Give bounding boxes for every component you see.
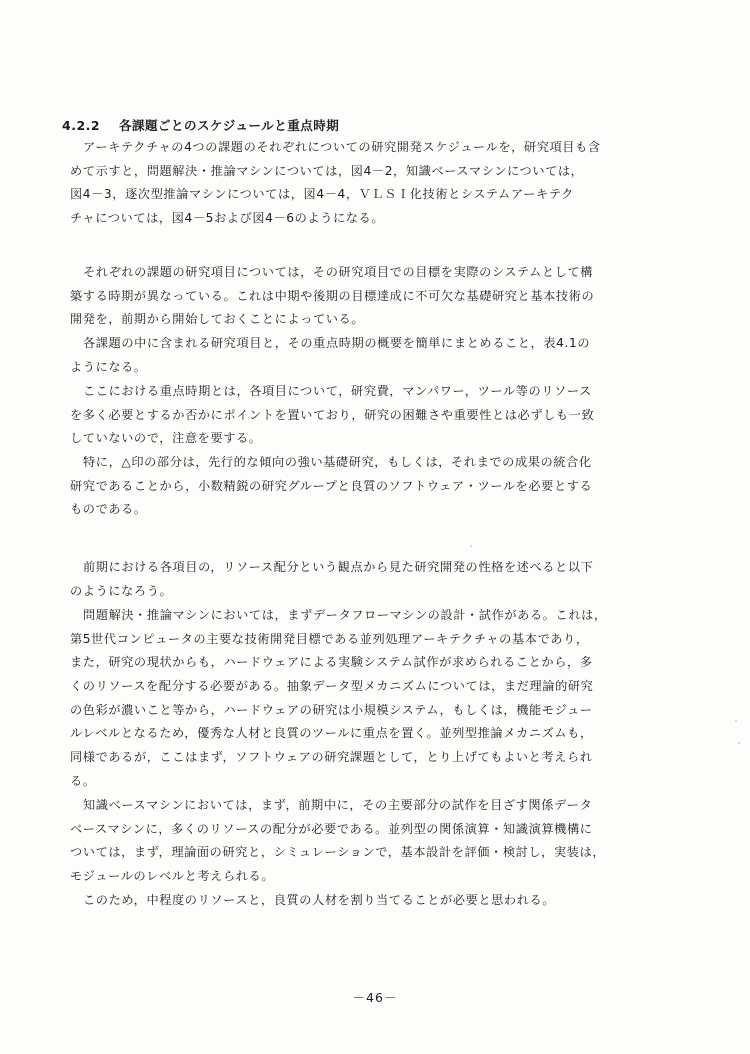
paragraph-inference-machine <box>70 604 670 794</box>
paragraph-priority-definition <box>70 380 670 451</box>
page-number: －46－ <box>352 990 398 1005</box>
paragraph-triangle-mark <box>70 451 670 522</box>
text-line: このため，中程度のリソースと，良質の人材を割り当てることが必要と思われる。 <box>83 893 556 907</box>
text-line: くのリソースを配分する必要がある。抽象データ型メカニズムについては，まだ理論的研究 <box>70 679 594 694</box>
scan-artifact <box>738 742 740 744</box>
text-line: 各課題の中に含まれる研究項目と，その重点時期の概要を簡単にまとめること，表4.1の <box>83 336 591 350</box>
text-line: を多く必要とするか否かにポイントを置いており，研究の困難さや重要性とは必ずしも一致 <box>70 407 595 422</box>
text-line: る。 <box>70 773 96 788</box>
text-line: 前期における各項目の，リソース配分という観点から見た研究開発の性格を述べると以下 <box>83 560 594 574</box>
section-number: 4.2.2 <box>62 118 101 133</box>
paragraph-early-phase <box>70 556 670 603</box>
text-line: 同様であるが，ここはまず，ソフトウェアの研究課題として，とり上げてもよいと考えられ <box>70 750 593 765</box>
text-line: ルレベルとなるため，優秀な人材と良質のツールに重点を置く。並列型推論メカニズムも， <box>70 726 593 741</box>
scan-artifact <box>470 545 472 547</box>
paragraph-conclusion <box>70 889 670 913</box>
text-line: していないので，注意を要する。 <box>70 431 262 446</box>
text-line: の色彩が濃いこと等から，ハードウェアの研究は小規模システム，もしくは，機能モジュー <box>70 702 593 717</box>
text-line: めて示すと，問題解決・推論マシンについては，図4－2，知識ベースマシンについては， <box>70 163 584 178</box>
text-line: 築する時期が異なっている。これは中期や後期の目標達成に不可欠な基礎研究と基本技術の <box>70 288 595 303</box>
text-line: のようになろう。 <box>70 583 173 598</box>
text-line: 特に，△印の部分は，先行的な傾向の強い基礎研究，もしくは，それまでの成果の統合化 <box>83 455 592 469</box>
paragraph-research-timing <box>70 261 670 332</box>
paragraph-table-summary <box>70 332 670 379</box>
text-line: チャについては，図4－5および図4－6のようになる。 <box>70 211 385 226</box>
text-line: ついては，まず，理論面の研究と，シミュレーションで，基本設計を評価・検討し，実装は， <box>70 845 606 860</box>
paragraph-knowledge-base-machine <box>70 794 670 889</box>
scan-artifact <box>735 720 737 722</box>
text-line: 開発を，前期から開始しておくことによっている。 <box>70 312 365 327</box>
text-line: 知識ベースマシンにおいては，まず，前期中に，その主要部分の試作を目ざす関係データ <box>83 798 593 812</box>
text-line: アーキテクチャの4つの課題のそれぞれについての研究開発スケジュールを，研究項目も含 <box>83 140 601 154</box>
text-line: ようになる。 <box>70 359 147 374</box>
text-line: 図4－3，逐次型推論マシンについては，図4－4，ＶＬＳＩ化技術とシステムアーキテク <box>70 187 574 202</box>
paragraph-intro <box>70 136 670 231</box>
text-line: それぞれの課題の研究項目については，その研究項目での目標を実際のシステムとして構 <box>83 265 594 279</box>
text-line: また，研究の現状からも，ハードウェアによる実験システム試作が求められることから，多 <box>70 655 593 670</box>
text-line: 第5世代コンピュータの主要な技術開発目標である並列処理アーキテクチャの基本であり， <box>70 631 589 646</box>
text-line: ものである。 <box>70 502 147 517</box>
section-heading <box>62 116 339 134</box>
text-line: 研究であることから，小数精鋭の研究グループと良質のソフトウェア・ツールを必要とする <box>70 478 593 493</box>
text-line: ベースマシンに，多くのリソースの配分が必要である。並列型の関係演算・知識演算機構に <box>70 821 593 836</box>
text-line: ここにおける重点時期とは，各項目について，研究費，マンパワー，ツール等のリソース <box>83 384 592 398</box>
text-line: 問題解決・推論マシンにおいては，まずデータフローマシンの設計・試作がある。これは， <box>83 608 607 622</box>
text-line: モジュールのレベルと考えられる。 <box>70 869 275 884</box>
section-title: 各課題ごとのスケジュールと重点時期 <box>118 118 340 133</box>
